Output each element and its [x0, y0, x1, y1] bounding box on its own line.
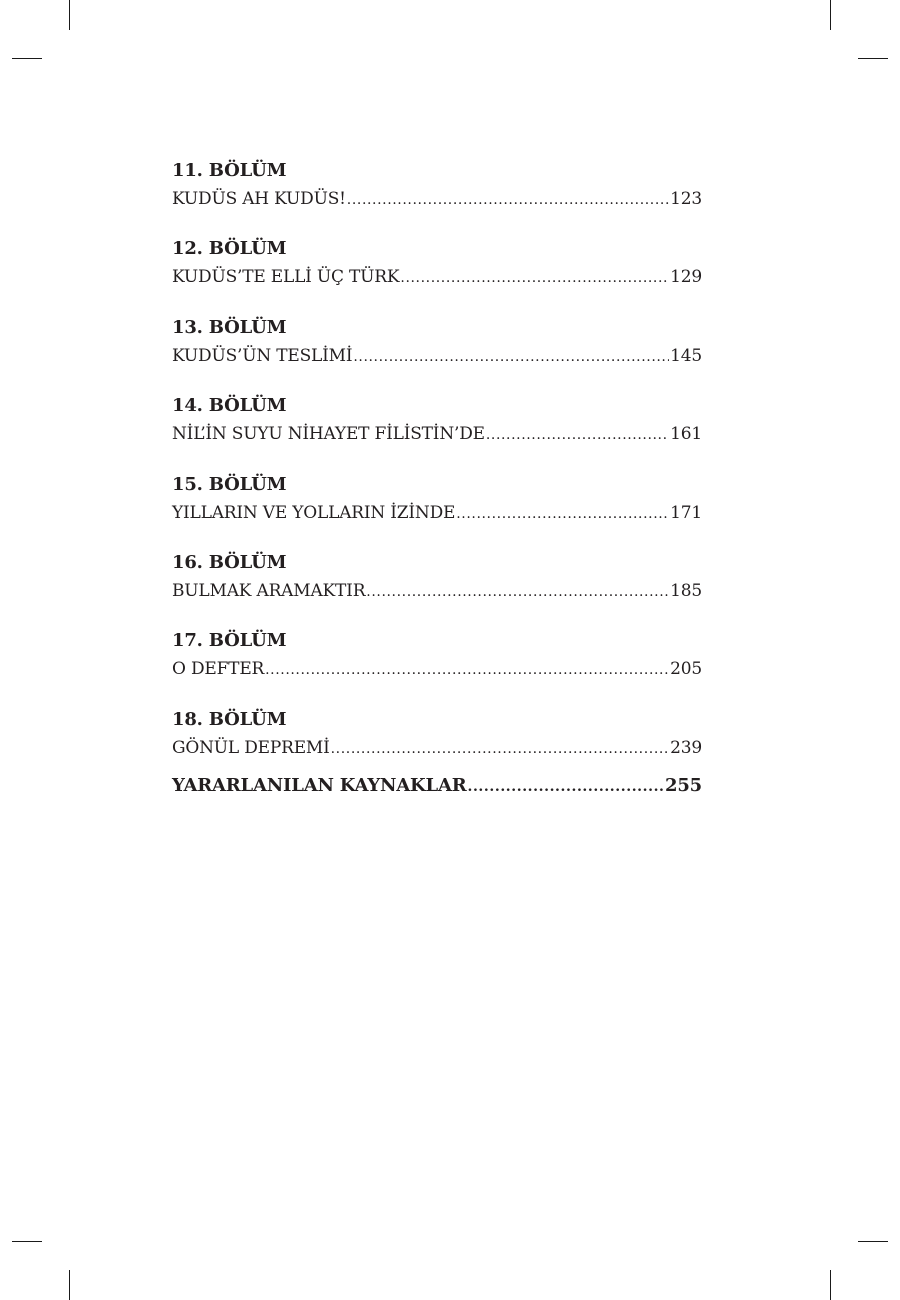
dot-leader — [331, 735, 670, 763]
chapter-title: KUDÜS AH KUDÜS! — [172, 189, 346, 209]
crop-mark-top-right-h — [858, 58, 888, 59]
page-number: 255 — [665, 774, 702, 796]
chapter-title: GÖNÜL DEPREMİ — [172, 737, 330, 758]
crop-mark-bottom-right-h — [858, 1241, 888, 1242]
chapter-title: BULMAK ARAMAKTIR — [172, 580, 366, 601]
toc-entry — [172, 627, 702, 705]
toc-line[interactable] — [172, 420, 702, 449]
toc-line[interactable] — [172, 263, 702, 292]
chapter-title: O DEFTER — [172, 659, 265, 680]
chapter-label: 18. BÖLÜM — [172, 708, 287, 730]
toc-line[interactable] — [172, 342, 702, 371]
dot-leader — [467, 773, 664, 801]
page-number: 145 — [670, 345, 702, 366]
toc-line[interactable] — [172, 499, 702, 528]
chapter-label: 14. BÖLÜM — [172, 395, 287, 417]
page-number: 239 — [670, 737, 702, 758]
dot-leader — [366, 578, 669, 606]
toc-entry — [172, 706, 702, 770]
chapter-label: 12. BÖLÜM — [172, 238, 287, 260]
page-number: 185 — [670, 580, 702, 601]
page-number: 171 — [670, 502, 702, 523]
chapter-title: NİL’İN SUYU NİHAYET FİLİSTİN’DE — [172, 424, 485, 445]
chapter-label: 15. BÖLÜM — [172, 473, 287, 495]
chapter-label: 13. BÖLÜM — [172, 316, 287, 338]
chapter-label: 16. BÖLÜM — [172, 551, 287, 573]
page-number: 161 — [670, 424, 702, 445]
toc-entry — [172, 235, 702, 313]
chapter-title: KUDÜS’ÜN TESLİMİ — [172, 345, 353, 366]
dot-leader — [486, 421, 669, 449]
toc-entry — [172, 314, 702, 392]
crop-mark-top-left-h — [12, 58, 42, 59]
dot-leader — [265, 656, 669, 684]
crop-mark-bottom-left — [69, 1270, 70, 1300]
toc-entry — [172, 157, 702, 235]
dot-leader — [347, 186, 669, 214]
dot-leader — [353, 343, 669, 371]
toc-entry — [172, 549, 702, 627]
toc-line[interactable] — [172, 185, 702, 214]
page-number: 123 — [670, 189, 702, 209]
toc-entry — [172, 392, 702, 470]
toc-line[interactable] — [172, 734, 702, 763]
table-of-contents — [172, 157, 702, 801]
toc-entry — [172, 471, 702, 549]
toc-line[interactable] — [172, 577, 702, 606]
chapter-title: KUDÜS’TE ELLİ ÜÇ TÜRK — [172, 267, 400, 288]
bibliography-title: YARARLANILAN KAYNAKLAR — [172, 774, 467, 796]
chapter-label: 17. BÖLÜM — [172, 630, 287, 652]
page-number: 205 — [670, 659, 702, 680]
crop-mark-bottom-left-h — [12, 1241, 42, 1242]
chapter-label: 11. BÖLÜM — [172, 160, 287, 181]
toc-final-line[interactable] — [172, 772, 702, 801]
chapter-title: YILLARIN VE YOLLARIN İZİNDE — [172, 502, 456, 523]
toc-line[interactable] — [172, 655, 702, 684]
crop-mark-bottom-right — [830, 1270, 831, 1300]
dot-leader — [456, 500, 669, 528]
crop-mark-top-right — [830, 0, 831, 30]
page-number: 129 — [670, 267, 702, 288]
dot-leader — [400, 264, 669, 292]
crop-mark-top-left — [69, 0, 70, 30]
